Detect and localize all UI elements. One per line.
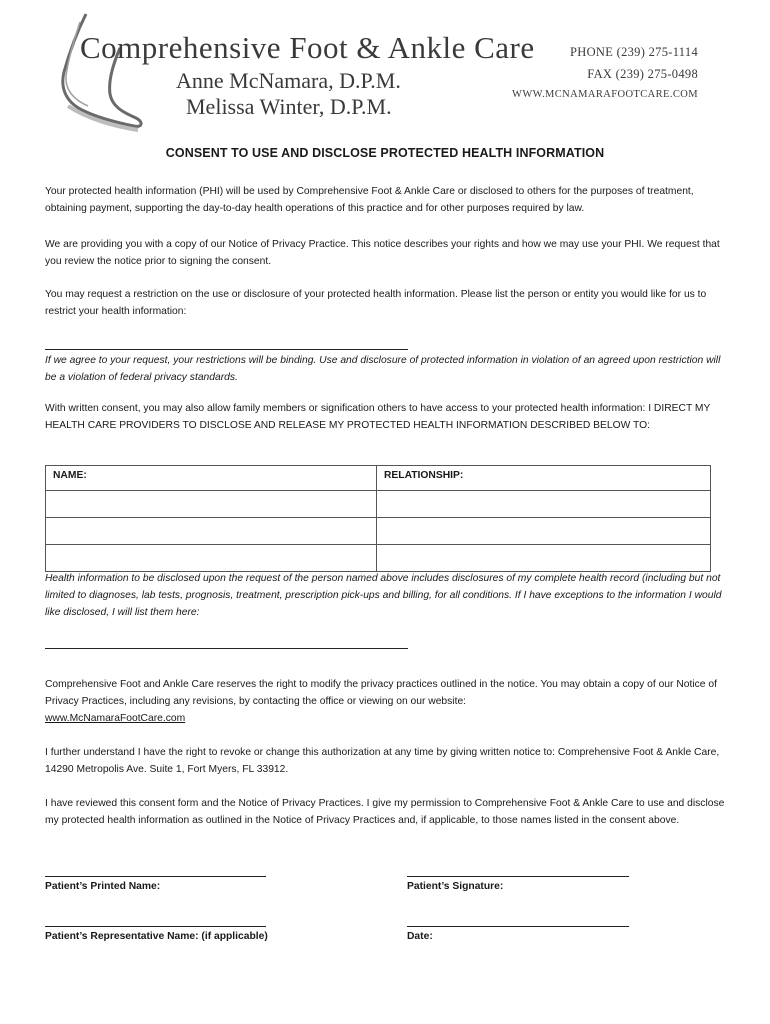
phi-use-paragraph: Your protected health information (PHI) will be used by Comprehensive Foot & Ankle Care or disclosed to others for the purposes of treatment, obtaining payment, supporting the day-to-day health operations of this practice and for other purposes required by law. xyxy=(45,186,694,214)
date-label: Date: xyxy=(407,931,433,942)
printed-name-line[interactable] xyxy=(45,876,266,877)
signature-label: Patient’s Signature: xyxy=(407,881,504,892)
foot-logo-icon xyxy=(56,10,146,132)
website-header: WWW.MCNAMARAFOOTCARE.COM xyxy=(512,89,698,100)
restriction-input-line[interactable] xyxy=(45,349,408,350)
modify-practices-text: Comprehensive Foot and Ankle Care reserves the right to modify the privacy practices outlined in the notice. You may obtain a copy of our Notice of Privacy Practices, including any revisions, by contacting the office or viewing on our website: xyxy=(45,679,717,707)
doctor-name-2: Melissa Winter, D.P.M. xyxy=(186,94,392,119)
phone-number: PHONE (239) 275-1114 xyxy=(570,45,698,59)
printed-name-label: Patient’s Printed Name: xyxy=(45,881,161,892)
disclosure-recipients-table xyxy=(45,465,711,572)
restriction-paragraph: You may request a restriction on the use or disclosure of your protected health information. Please list the person or entity you would like for us to restrict your health information: xyxy=(45,289,707,317)
table-row xyxy=(46,545,711,572)
name-cell[interactable] xyxy=(46,545,377,572)
acknowledgement-paragraph: I have reviewed this consent form and the Notice of Privacy Practices. I give my permission to Comprehensive Foot & Ankle Care to use and disclose my protected health information as outlined in the Notice of Privacy Practices and, if applicable, to those names listed in the consent above. xyxy=(45,798,725,826)
website-link[interactable]: www.McNamaraFootCare.com xyxy=(45,713,186,724)
table-header-row xyxy=(46,466,711,491)
date-line[interactable] xyxy=(407,926,629,927)
clinic-name: Comprehensive Foot & Ankle Care xyxy=(80,30,535,65)
representative-name-label: Patient’s Representative Name: (if applicable) xyxy=(45,931,268,942)
relationship-cell[interactable] xyxy=(377,518,711,545)
exceptions-input-line[interactable] xyxy=(45,648,408,649)
name-cell[interactable] xyxy=(46,518,377,545)
relationship-cell[interactable] xyxy=(377,491,711,518)
name-cell[interactable] xyxy=(46,491,377,518)
written-consent-paragraph: With written consent, you may also allow family members or signification others to have access to your protected health information: I DIRECT MY HEALTH CARE PROVIDERS TO DISCLOSE AND RELEASE MY PROTECTED HEALTH INFORMATION DESCRIBED BELOW TO: xyxy=(45,403,711,431)
fax-number: FAX (239) 275-0498 xyxy=(587,67,698,81)
notice-paragraph: We are providing you with a copy of our Notice of Privacy Practice. This notice describes your rights and how we may use your PHI. We request that you review the notice prior to signing the consent. xyxy=(45,239,720,267)
revoke-paragraph: I further understand I have the right to revoke or change this authorization at any time by giving written notice to: Comprehensive Foot & Ankle Care, 14290 Metropolis Ave. Suite 1, Fort Myers, FL 33912. xyxy=(45,747,720,775)
modify-practices-paragraph xyxy=(45,676,725,727)
relationship-cell[interactable] xyxy=(377,545,711,572)
name-column-header: NAME: xyxy=(46,466,377,491)
doctor-name-1: Anne McNamara, D.P.M. xyxy=(176,68,401,93)
restriction-binding-paragraph: If we agree to your request, your restrictions will be binding. Use and disclosure of protected information in violation of an agreed upon restriction will be a violation of federal privacy standards. xyxy=(45,355,721,383)
table-row xyxy=(46,491,711,518)
disclosure-scope-paragraph: Health information to be disclosed upon the request of the person named above includes disclosures of my complete health record (including but not limited to diagnoses, lab tests, prognosis, treatment, prescription pick-ups and billing, for all conditions. If I have exceptions to the information I would like disclosed, I will list them here: xyxy=(45,573,722,618)
relationship-column-header: RELATIONSHIP: xyxy=(377,466,711,491)
table-row xyxy=(46,518,711,545)
signature-line[interactable] xyxy=(407,876,629,877)
form-title: CONSENT TO USE AND DISCLOSE PROTECTED HEALTH INFORMATION xyxy=(165,146,605,160)
representative-name-line[interactable] xyxy=(45,926,266,927)
